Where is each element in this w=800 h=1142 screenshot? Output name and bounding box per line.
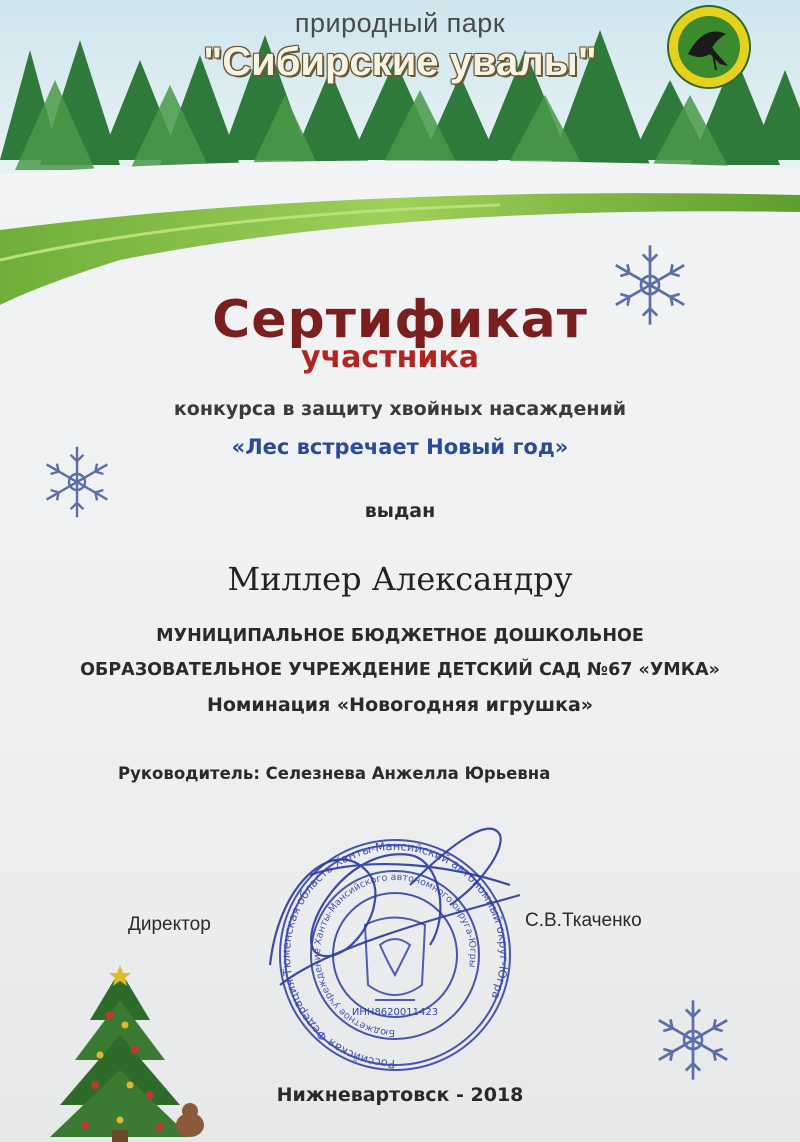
leader: Руководитель: Селезнева Анжелла Юрьевна: [118, 764, 551, 783]
recipient-name: Миллер Александру: [227, 560, 573, 598]
nomination: Номинация «Новогодняя игрушка»: [206, 694, 594, 716]
park-logo: [666, 4, 752, 90]
snowflake-icon: [643, 995, 743, 1085]
stamp-outer-text: Российская Федерация Тюменская область Ханты-Мансийский автономный округ-Югра: [279, 838, 512, 1072]
park-name: "Сибирские увалы": [203, 40, 597, 84]
director-name: С.В.Ткаченко: [525, 910, 642, 931]
stamp-inner-text: Бюджетное учреждение Ханты-Мансийского автономного округа-Югры: [311, 871, 479, 1039]
official-stamp: [250, 815, 540, 1075]
stamp-inn: ИНН8620011423: [351, 1007, 439, 1018]
director-label: Директор: [128, 914, 211, 935]
city-year: Нижневартовск - 2018: [276, 1084, 524, 1106]
contest-line: конкурса в защиту хвойных насаждений: [173, 398, 627, 420]
certificate-subtitle: участника: [301, 340, 479, 375]
organization-line-1: МУНИЦИПАЛЬНОЕ БЮДЖЕТНОЕ ДОШКОЛЬНОЕ: [156, 626, 644, 646]
park-subtitle: природный парк: [294, 8, 506, 38]
christmas-tree-image: [30, 965, 210, 1142]
contest-name: «Лес встречает Новый год»: [231, 435, 569, 459]
certificate-title: Сертификат: [212, 290, 588, 350]
issued-label: выдан: [364, 500, 436, 522]
organization-line-2: ОБРАЗОВАТЕЛЬНОЕ УЧРЕЖДЕНИЕ ДЕТСКИЙ САД №67 «УМКА»: [80, 660, 720, 680]
